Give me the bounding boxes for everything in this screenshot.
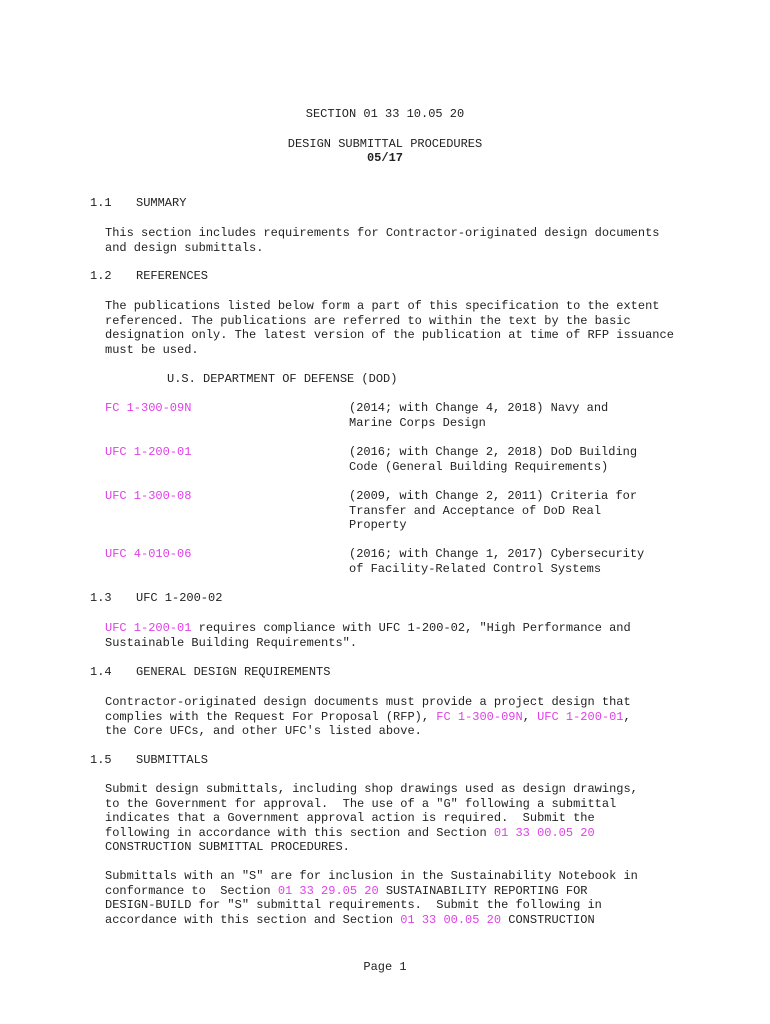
section-1-2-number: 1.2: [90, 269, 112, 283]
text-run: accordance with this section and Section: [105, 912, 401, 927]
reference-description: of Facility-Related Control Systems: [349, 561, 602, 576]
inline-link-ufc-1-200-01[interactable]: UFC 1-200-01: [105, 621, 192, 635]
inline-link-section-01-33-00-05-20[interactable]: 01 33 00.05 20: [493, 825, 595, 840]
ufc-requirement-line: [105, 621, 631, 636]
text-run: complies with the Request For Proposal (RFP),: [105, 709, 437, 724]
section-number: SECTION 01 33 10.05 20: [305, 107, 465, 121]
section-1-4-number: 1.4: [90, 665, 112, 679]
reference-link-ufc-1-200-01[interactable]: UFC 1-200-01: [105, 445, 192, 459]
reference-link-ufc-4-010-06[interactable]: UFC 4-010-06: [105, 547, 192, 561]
text-run: following in accordance with this section and Section: [105, 825, 494, 840]
reference-description: Code (General Building Requirements): [349, 459, 609, 474]
text-line: [105, 884, 588, 899]
reference-link-fc-1-300-09n[interactable]: FC 1-300-09N: [105, 401, 192, 415]
reference-organization: U.S. DEPARTMENT OF DEFENSE (DOD): [167, 372, 398, 386]
text-line: Sustainable Building Requirements".: [105, 635, 358, 650]
inline-link-fc-1-300-09n[interactable]: FC 1-300-09N: [436, 709, 523, 724]
text-line: [105, 826, 595, 841]
text-line: to the Government for approval. The use of a "G" following a submittal: [105, 796, 617, 811]
text-run: requires compliance with UFC 1-200-02, "High Performance and: [191, 621, 631, 635]
section-1-4-heading: GENERAL DESIGN REQUIREMENTS: [136, 665, 331, 679]
section-1-3-heading: UFC 1-200-02: [136, 591, 223, 605]
section-1-3-number: 1.3: [90, 591, 112, 605]
text-line: Submittals with an "S" are for inclusion in the Sustainability Notebook in: [105, 869, 638, 883]
inline-link-section-01-33-29-05-20[interactable]: 01 33 29.05 20: [277, 883, 379, 898]
reference-description: Marine Corps Design: [349, 415, 486, 430]
document-title: DESIGN SUBMITTAL PROCEDURES: [287, 137, 483, 151]
text-line: [105, 913, 595, 928]
text-run: SUSTAINABILITY REPORTING FOR: [378, 883, 588, 898]
summary-text: This section includes requirements for Contractor-originated design documents and design submittals.: [105, 226, 660, 255]
text-line: [105, 710, 631, 725]
reference-description: (2009, with Change 2, 2011) Criteria for: [349, 489, 638, 503]
text-line: CONSTRUCTION SUBMITTAL PROCEDURES.: [105, 840, 350, 854]
reference-description: Transfer and Acceptance of DoD Real: [349, 503, 602, 518]
text-run: CONSTRUCTION: [501, 912, 595, 927]
reference-description: Property: [349, 518, 407, 532]
section-1-5-number: 1.5: [90, 753, 112, 767]
section-1-1-heading: SUMMARY: [136, 196, 187, 210]
inline-link-section-01-33-00-05-20[interactable]: 01 33 00.05 20: [400, 912, 502, 927]
text-line: DESIGN-BUILD for "S" submittal requirements. Submit the following in: [105, 898, 602, 912]
page-number: Page 1: [363, 960, 407, 974]
section-1-1-number: 1.1: [90, 196, 112, 210]
text-line: Contractor-originated design documents must provide a project design that: [105, 695, 631, 709]
reference-link-ufc-1-300-08[interactable]: UFC 1-300-08: [105, 489, 192, 503]
reference-description: (2016; with Change 1, 2017) Cybersecurity: [349, 547, 645, 561]
text-line: indicates that a Government approval action is required. Submit the: [105, 811, 595, 825]
text-run: ,: [623, 709, 631, 724]
section-1-5-heading: SUBMITTALS: [136, 753, 209, 767]
document-date: 05/17: [366, 151, 403, 165]
text-line: Submit design submittals, including shop drawings used as design drawings,: [105, 782, 638, 796]
reference-description: (2016; with Change 2, 2018) DoD Building: [349, 445, 638, 459]
text-run: conformance to Section: [105, 883, 278, 898]
references-text: The publications listed below form a part of this specification to the extent referenced. The publications are referred to within the text by the basic designation only. The latest version of the publication at time of RFP issuance must be used.: [105, 299, 674, 357]
text-line: the Core UFCs, and other UFC's listed above.: [105, 724, 422, 738]
section-1-2-heading: REFERENCES: [136, 269, 209, 283]
reference-description: (2014; with Change 4, 2018) Navy and: [349, 401, 609, 415]
text-run: ,: [522, 709, 538, 724]
inline-link-ufc-1-200-01[interactable]: UFC 1-200-01: [537, 709, 624, 724]
